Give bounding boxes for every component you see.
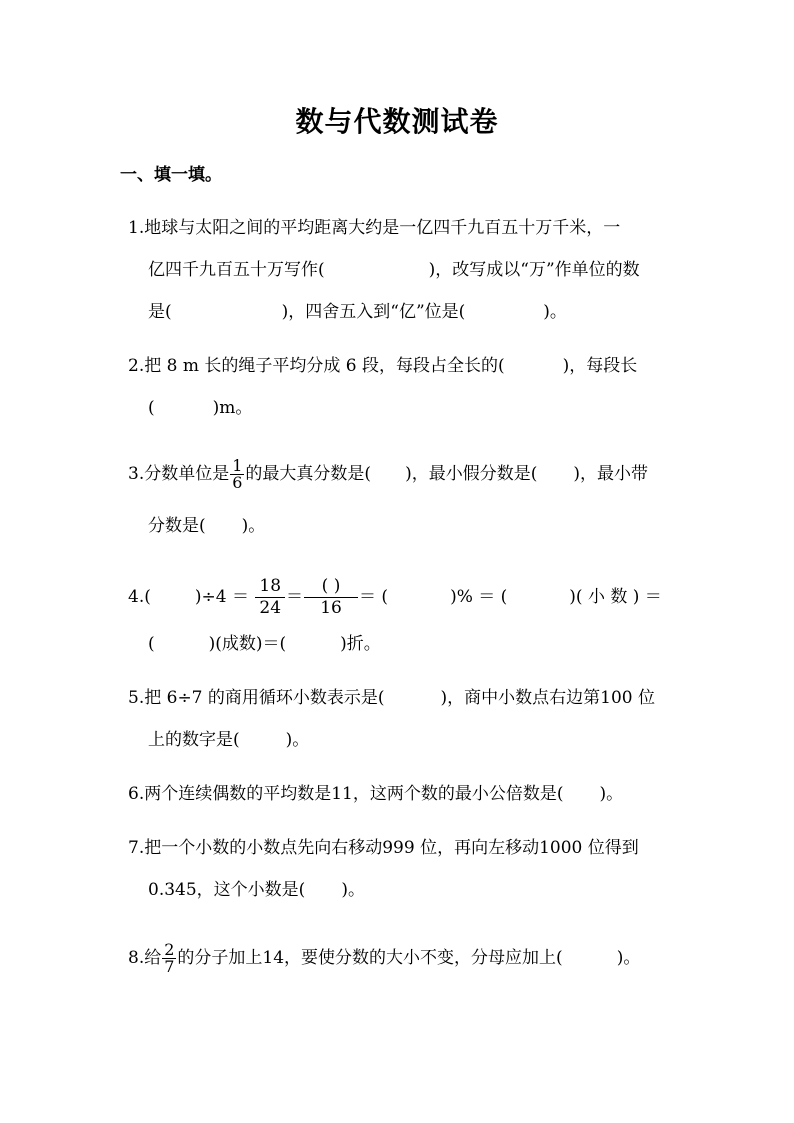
question-5-line-1: 5.把 6÷7 的商用循环小数表示是( )，商中小数点右边第100 位 bbox=[128, 688, 656, 708]
question-1-line-3: 是( )，四舍五入到“亿”位是( )。 bbox=[148, 302, 567, 322]
question-3-line-2: 分数是( )。 bbox=[148, 516, 266, 536]
question-7-line-2: 0.345，这个小数是( )。 bbox=[148, 880, 365, 900]
question-1-line-1: 1.地球与太阳之间的平均距离大约是一亿四千九百五十万千米，一 bbox=[128, 218, 621, 238]
question-7-line-1: 7.把一个小数的小数点先向右移动999 位，再向左移动1000 位得到 bbox=[128, 838, 639, 858]
page-title: 数与代数测试卷 bbox=[295, 105, 499, 138]
question-2-line-2: ( )m。 bbox=[148, 398, 253, 418]
question-3-line-1: 3.分数单位是 $\frac{1}{6}$ 的最大真分数是( )，最小假分数是( )，最小带 bbox=[128, 456, 648, 492]
question-6: 6.两个连续偶数的平均数是11，这两个数的最小公倍数是( )。 bbox=[128, 784, 624, 804]
question-2-line-1: 2.把 8 m 长的绳子平均分成 6 段，每段占全长的( )，每段长 bbox=[128, 356, 638, 376]
fraction-blank-16: $\frac{( )}{16}$ bbox=[304, 576, 358, 619]
question-1-line-2: 亿四千九百五十万写作( )，改写成以“万”作单位的数 bbox=[148, 260, 640, 280]
question-8: 8.给 $\frac{2}{7}$ 的分子加上14，要使分数的大小不变，分母应加上( )。 bbox=[128, 940, 641, 976]
question-4-line-1: 4.( )÷4 ＝ $\frac{18}{24}$ ＝ $\frac{( )}{16}$ ＝ ( )% ＝ ( )( 小 数 ) ＝ bbox=[128, 576, 662, 618]
section-heading: 一、填一填。 bbox=[120, 165, 222, 185]
question-5-line-2: 上的数字是( )。 bbox=[148, 730, 310, 750]
question-4-line-2: ( )(成数)＝( )折。 bbox=[148, 634, 381, 654]
fraction-one-sixth: $\frac{1}{6}$ bbox=[232, 456, 243, 492]
fraction-18-24: $\frac{18}{24}$ bbox=[255, 576, 285, 619]
fraction-two-sevenths: $\frac{2}{7}$ bbox=[164, 940, 175, 976]
